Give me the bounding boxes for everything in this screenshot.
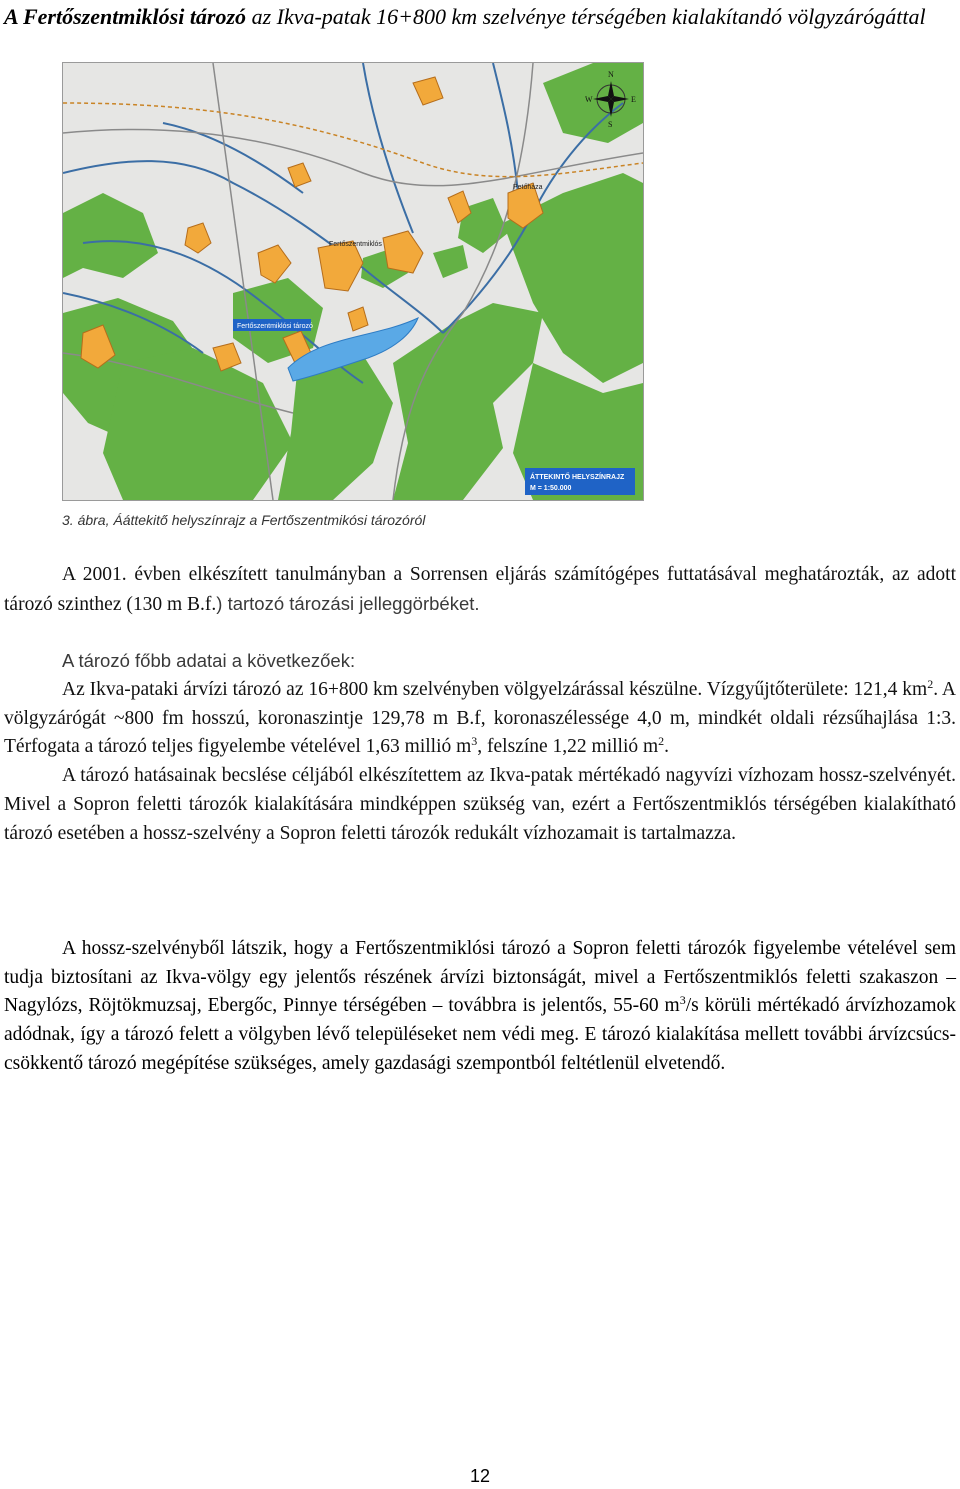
- reservoir-data-b: . A völgyzárógát ~800 fm hosszú, koronaszintje 129,78 m B.f, koronaszélessége 4,0 m, mindkét oldali rézsűhajlása 1:3. Térfogata a tározó teljes figyelembe vételével 1,63 millió m: [4, 679, 957, 758]
- reservoir-label: Fertőszentmiklósi tározó: [237, 323, 313, 330]
- paragraph-study-tail: ) tartozó tározási jelleggörbéket.: [216, 592, 480, 614]
- compass-n: N: [608, 70, 614, 79]
- compass-w: W: [585, 95, 593, 104]
- title-reservoir-name: A Fertőszentmiklósi tározó: [4, 4, 247, 29]
- legend-title: ÁTTEKINTŐ HELYSZÍNRAJZ: [530, 474, 625, 481]
- reservoir-data-d: .: [664, 736, 670, 758]
- sup-m2: 2: [658, 734, 665, 749]
- reservoir-data-c: , felszíne 1,22 millió m: [477, 736, 659, 758]
- sup-m3: 3: [471, 734, 478, 749]
- title-description: az Ikva-patak 16+800 km szelvénye térségében kialakítandó völgyzárógáttal: [246, 4, 926, 29]
- map-legend: [525, 468, 635, 495]
- settlement-label-1: Fertőszentmiklós: [329, 241, 382, 248]
- site-map-drawing: [63, 63, 643, 500]
- conclusion-b: /s körüli mértékadó árvízhozamok adódnak, így a tározó felett a völgyben lévő településeket nem védi meg. E tározó kialakítása mellett további árvízcsúcs-csökkentő tározó megépítése szükséges, amely gazdasági szempontból feltétlenül elvetendő.: [4, 995, 956, 1074]
- reservoir-data-f: Mivel a Sopron feletti tározók kialakítására mindképpen szükség van, ezért a Fertőszentmiklós térségében kialakítható tározó esetében a hossz-szelvény a Sopron feletti tározók redukált vízhozamait is tartalmazza.: [4, 793, 956, 844]
- paragraph-reservoir-data: [4, 676, 956, 848]
- compass-e: E: [631, 95, 636, 104]
- paragraph-study-text: A 2001. évben elkészített tanulmányban a Sorrensen eljárás számítógépes futtatásával meghatározták, az adott tározó szinthez (130 m B.f.: [4, 564, 956, 615]
- conclusion-a: A hossz-szelvényből látszik, hogy a Fertőszentmiklósi tározó a Sopron feletti tározók figyelembe vételével sem tudja biztosítani az Ikva-völgy egy jelentős részének árvízi biztonságát, mivel a Fertőszentmiklós feletti szakaszon – Nagylózs, Röjtökmuzsaj, Ebergőc, Pinnye térségében – továbbra is jelentős, 55-60 m: [4, 938, 956, 1017]
- legend-scale: M = 1:50.000: [530, 485, 572, 492]
- paragraph-conclusion: [4, 935, 956, 1079]
- section-title: [4, 2, 954, 31]
- figure-caption: 3. ábra, Ááttekitő helyszínrajz a Fertőszentmikósi tározóról: [62, 512, 426, 528]
- page-number: 12: [469, 1466, 491, 1486]
- site-map: [62, 62, 644, 501]
- reservoir-data-e: A tározó hatásainak becslése céljából elkészítettem az Ikva-patak mértékadó nagyvízi vízhozam hossz-szelvényét.: [62, 765, 956, 787]
- compass-s: S: [608, 120, 613, 129]
- data-heading: A tározó főbb adatai a következőek:: [62, 650, 356, 671]
- sup-km2: 2: [927, 677, 934, 691]
- paragraph-study: [4, 561, 956, 619]
- sup-m3s: 3: [679, 993, 686, 1008]
- settlement-label-2: Petőháza: [513, 184, 543, 191]
- reservoir-data-a: Az Ikva-pataki árvízi tározó az 16+800 km szelvényben völgyelzárással készülne. Vízgyűjtőterülete: 121,4 km: [62, 679, 928, 700]
